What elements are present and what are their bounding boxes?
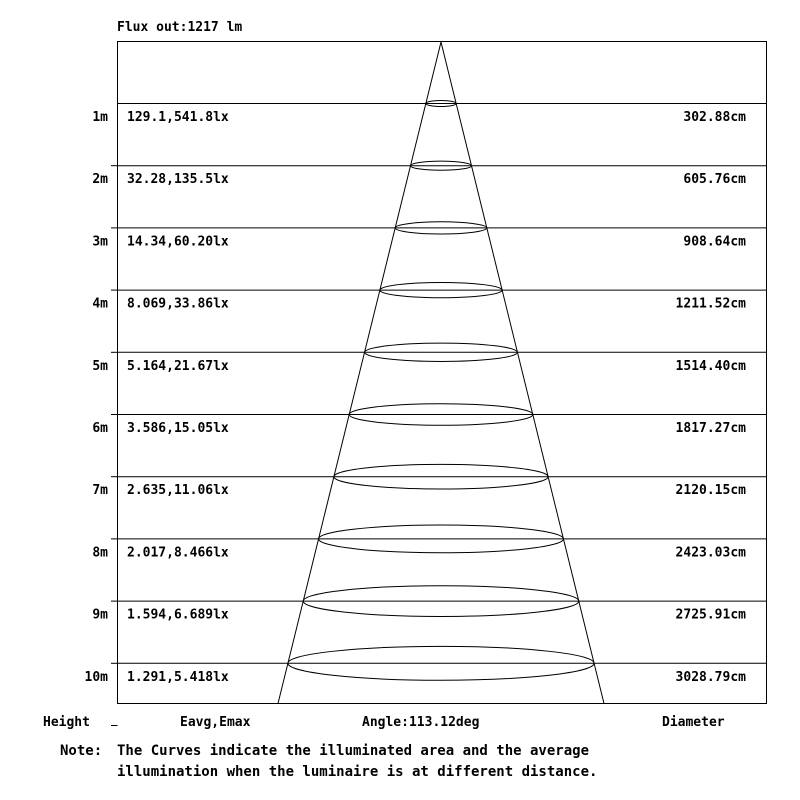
row-diameter: 2120.15cm	[675, 483, 746, 499]
beam-cone	[278, 42, 604, 704]
diameter-axis-label: Diameter	[662, 715, 725, 730]
row-illuminance: 8.069,33.86lx	[127, 296, 229, 312]
row-height: 10m	[84, 669, 108, 685]
row-diameter: 3028.79cm	[675, 669, 746, 685]
height-axis-label: Height	[43, 715, 90, 730]
row-height: 2m	[92, 172, 108, 188]
row-illuminance: 5.164,21.67lx	[127, 358, 229, 374]
row-illuminance: 129.1,541.8lx	[127, 110, 229, 125]
beam-angle-label: Angle:113.12deg	[362, 715, 480, 730]
height-grid	[111, 104, 767, 726]
cone-left-edge	[278, 42, 441, 704]
row-height: 4m	[92, 296, 108, 312]
row-height: 3m	[92, 234, 108, 250]
cone-right-edge	[441, 42, 604, 704]
row-diameter: 908.64cm	[683, 234, 746, 250]
row-diameter: 2725.91cm	[675, 607, 746, 623]
eavg-emax-axis-label: Eavg,Emax	[180, 715, 251, 730]
row-illuminance: 14.34,60.20lx	[127, 234, 229, 250]
note-prefix: Note:	[60, 743, 103, 759]
row-illuminance: 1.594,6.689lx	[127, 607, 229, 623]
row-illuminance: 3.586,15.05lx	[127, 421, 229, 436]
row-height: 1m	[92, 110, 108, 125]
row-height: 9m	[92, 607, 108, 623]
row-diameter: 1211.52cm	[675, 296, 746, 312]
row-height: 5m	[92, 358, 108, 374]
row-illuminance: 1.291,5.418lx	[127, 669, 229, 685]
row-height: 8m	[92, 545, 108, 561]
row-illuminance: 2.017,8.466lx	[127, 545, 229, 561]
row-diameter: 302.88cm	[683, 110, 746, 125]
row-height: 7m	[92, 483, 108, 499]
height-rows	[85, 110, 747, 685]
row-diameter: 1514.40cm	[675, 358, 746, 374]
row-diameter: 2423.03cm	[675, 545, 746, 561]
flux-label: Flux out:1217 lm	[117, 20, 243, 35]
row-diameter: 605.76cm	[683, 172, 746, 188]
note-line-1: The Curves indicate the illuminated area and the average	[117, 743, 590, 759]
row-height: 6m	[92, 421, 108, 436]
row-diameter: 1817.27cm	[675, 421, 746, 436]
note-line-2: illumination when the luminaire is at different distance.	[117, 764, 598, 780]
row-illuminance: 2.635,11.06lx	[127, 483, 229, 499]
row-illuminance: 32.28,135.5lx	[127, 172, 229, 188]
